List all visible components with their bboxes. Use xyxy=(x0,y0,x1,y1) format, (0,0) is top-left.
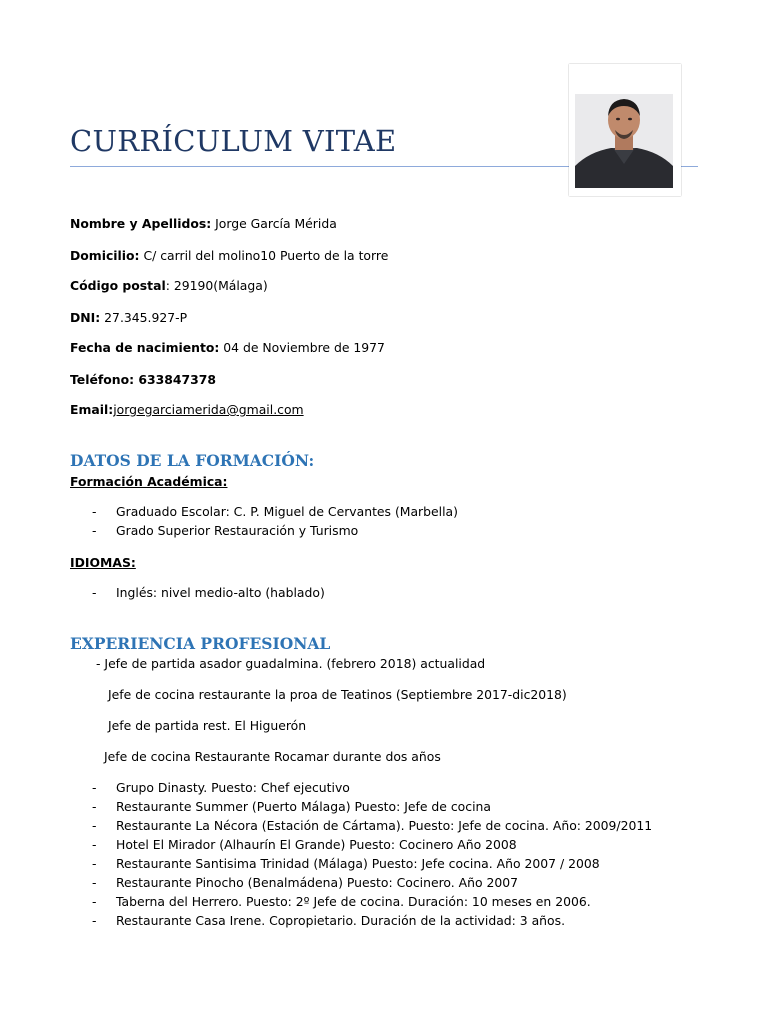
email-link[interactable]: jorgegarciamerida@gmail.com xyxy=(113,402,304,417)
education-heading: DATOS DE LA FORMACIÓN: xyxy=(70,451,315,470)
portrait-image xyxy=(575,94,673,188)
experience-item: - Restaurante Casa Irene. Copropietario. Duración de la actividad: 3 años. xyxy=(70,911,652,930)
experience-recent-line: - Jefe de partida asador guadalmina. (febrero 2018) actualidad xyxy=(96,656,486,671)
experience-item: - Restaurante Summer (Puerto Málaga) Puesto: Jefe de cocina xyxy=(70,797,652,816)
email-label: Email: xyxy=(70,402,114,417)
experience-item: - Restaurante Pinocho (Benalmádena) Puesto: Cocinero. Año 2007 xyxy=(70,873,652,892)
academic-list xyxy=(70,502,458,540)
postal-code-label: Código postal xyxy=(70,278,166,293)
languages-list xyxy=(70,583,325,602)
address-label: Domicilio: xyxy=(70,248,140,263)
experience-recent-line: Jefe de cocina restaurante la proa de Teatinos (Septiembre 2017-dic2018) xyxy=(108,687,567,702)
dni-label: DNI: xyxy=(70,310,101,325)
email-field xyxy=(70,402,304,418)
experience-item: - Restaurante La Nécora (Estación de Cártama). Puesto: Jefe de cocina. Año: 2009/2011 xyxy=(70,816,652,835)
address-value: C/ carril del molino10 Puerto de la torre xyxy=(139,248,389,263)
name-label: Nombre y Apellidos: xyxy=(70,216,212,231)
postal-code-value: : 29190(Málaga) xyxy=(165,278,268,293)
birth-date-label: Fecha de nacimiento: xyxy=(70,340,220,355)
experience-item: - Hotel El Mirador (Alhaurín El Grande) Puesto: Cocinero Año 2008 xyxy=(70,835,652,854)
academic-item: - Graduado Escolar: C. P. Miguel de Cervantes (Marbella) xyxy=(70,502,458,521)
experience-item: - Restaurante Santisima Trinidad (Málaga) Puesto: Jefe cocina. Año 2007 / 2008 xyxy=(70,854,652,873)
postal-code-field xyxy=(70,278,268,294)
academic-subheading: Formación Académica: xyxy=(70,474,228,489)
experience-recent-line: Jefe de cocina Restaurante Rocamar durante dos años xyxy=(104,749,441,764)
birth-date-field xyxy=(70,340,385,356)
name-field xyxy=(70,216,337,232)
address-field xyxy=(70,248,388,264)
profile-photo xyxy=(569,64,681,196)
page-title: CURRÍCULUM VITAE xyxy=(70,124,397,158)
language-item: - Inglés: nivel medio-alto (hablado) xyxy=(70,583,325,602)
experience-recent-line: Jefe de partida rest. El Higuerón xyxy=(108,718,307,733)
experience-heading: EXPERIENCIA PROFESIONAL xyxy=(70,634,331,653)
phone-label: Teléfono: 633847378 xyxy=(70,372,216,387)
experience-list xyxy=(70,778,652,930)
birth-date-value: 04 de Noviembre de 1977 xyxy=(219,340,385,355)
dni-value: 27.345.927-P xyxy=(100,310,188,325)
phone-field xyxy=(70,372,216,388)
experience-item: - Grupo Dinasty. Puesto: Chef ejecutivo xyxy=(70,778,652,797)
academic-item: - Grado Superior Restauración y Turismo xyxy=(70,521,458,540)
languages-subheading: IDIOMAS: xyxy=(70,555,136,570)
experience-item: - Taberna del Herrero. Puesto: 2º Jefe de cocina. Duración: 10 meses en 2006. xyxy=(70,892,652,911)
name-value: Jorge García Mérida xyxy=(211,216,337,231)
dni-field xyxy=(70,310,187,326)
